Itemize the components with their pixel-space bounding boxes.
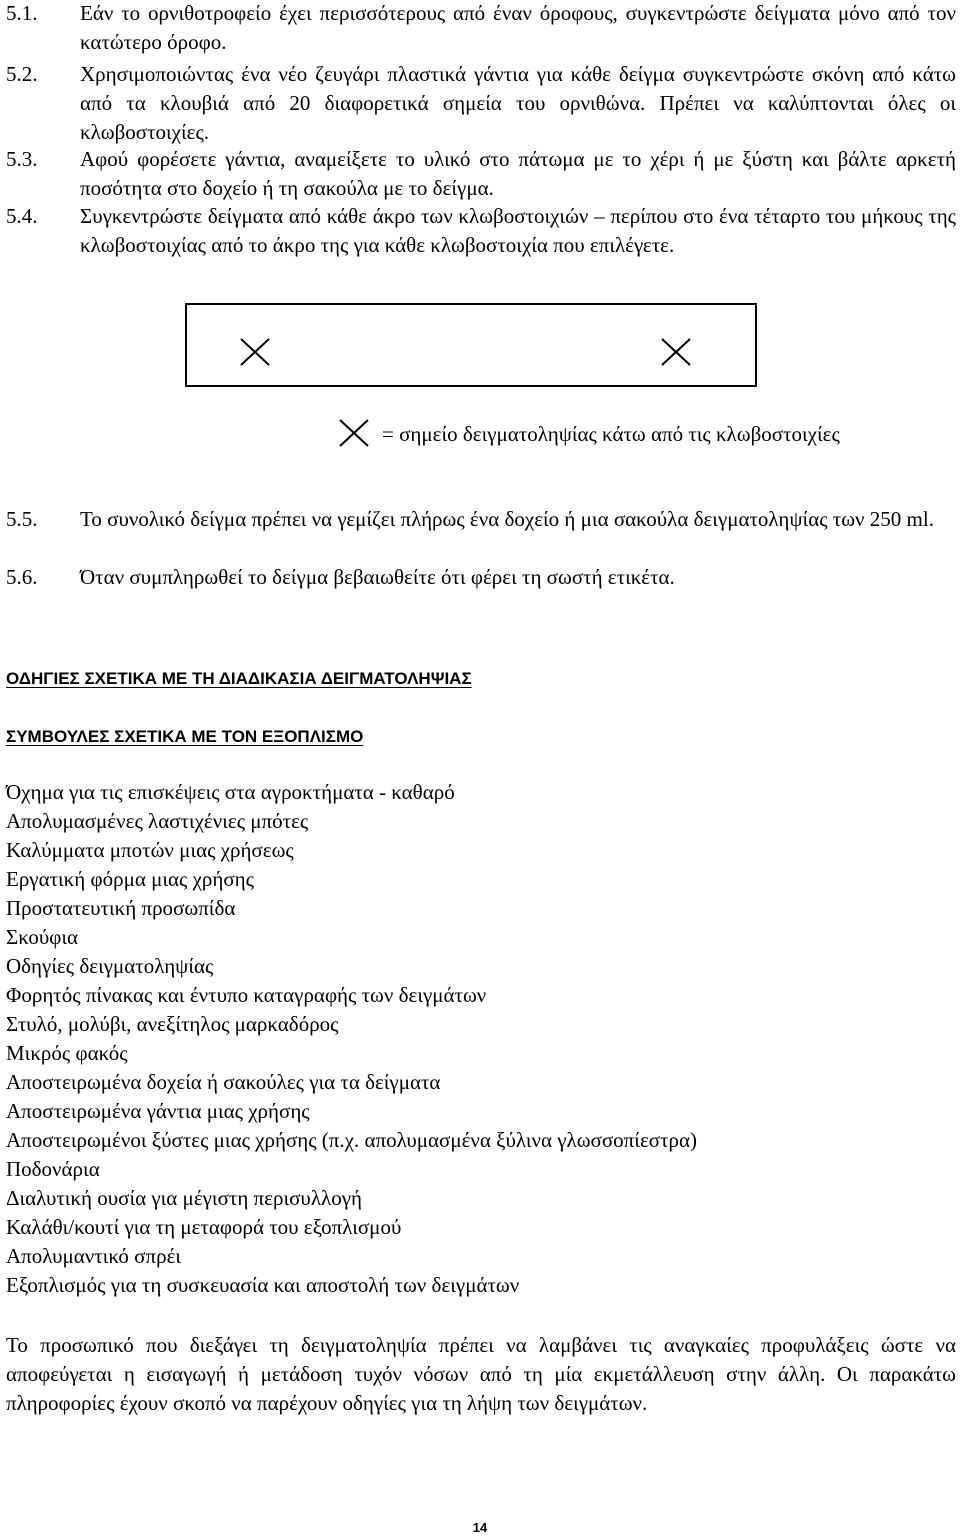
list-item: Διαλυτική ουσία για μέγιστη περισυλλογή [6,1186,362,1210]
list-item: Εξοπλισμός για τη συσκευασία και αποστολή των δειγμάτων [6,1273,520,1297]
list-item: Καλύμματα μποτών μιας χρήσεως [6,838,294,862]
list-item: Μικρός φακός [6,1041,128,1065]
list-item: Σκούφια [6,925,79,949]
poultry-house-diagram [185,303,757,387]
step-text: Εάν το ορνιθοτροφείο έχει περισσότερους από έναν όροφους, συγκεντρώστε δείγματα μόνο από τον κατώτερο όροφο. [80,1,956,54]
step-number: 5.6. [6,565,38,589]
sampling-point-icon [239,337,271,367]
list-item: Όχημα για τις επισκέψεις στα αγροκτήματα - καθαρό [6,780,455,804]
step-text: Αφού φορέσετε γάντια, αναμείξετε το υλικό στο πάτωμα με το χέρι ή με ξύστη και βάλτε αρκετή ποσότητα στο δοχείο ή τη σακούλα με το δείγμα. [80,147,956,200]
instructions-heading: ΟΔΗΓΙΕΣ ΣΧΕΤΙΚΑ ΜΕ ΤΗ ΔΙΑΔΙΚΑΣΙΑ ΔΕΙΓΜΑΤΟΛΗΨΙΑΣ [6,669,472,688]
list-item: Στυλό, μολύβι, ανεξίτηλος μαρκαδόρος [6,1012,339,1036]
list-item: Καλάθι/κουτί για τη μεταφορά του εξοπλισμού [6,1215,402,1239]
list-item: Απολυμαντικό σπρέι [6,1244,182,1268]
list-item: Οδηγίες δειγματοληψίας [6,954,214,978]
step-text: Χρησιμοποιώντας ένα νέο ζευγάρι πλαστικά γάντια για κάθε δείγμα συγκεντρώστε σκόνη από κάτω από τα κλουβιά από 20 διαφορετικά σημεία του ορνιθώνα. Πρέπει να καλύπτονται όλες οι κλωβοστοιχίες. [80,62,956,144]
list-item: Αποστειρωμένα δοχεία ή σακούλες για τα δείγματα [6,1070,441,1094]
step-text: Συγκεντρώστε δείγματα από κάθε άκρο των κλωβοστοιχιών – περίπου στο ένα τέταρτο του μήκους της κλωβοστοιχίας από το άκρο της για κάθε κλωβοστοιχία που επιλέγετε. [80,204,956,257]
list-item: Φορητός πίνακας και έντυπο καταγραφής των δειγμάτων [6,983,487,1007]
step-number: 5.2. [6,62,38,86]
list-item: Εργατική φόρμα μιας χρήσης [6,867,254,891]
step-number: 5.1. [6,1,38,25]
diagram-legend: = σημείο δειγματοληψίας κάτω από τις κλωβοστοιχίες [382,422,840,446]
equipment-heading: ΣΥΜΒΟΥΛΕΣ ΣΧΕΤΙΚΑ ΜΕ ΤΟΝ ΕΞΟΠΛΙΣΜΟ [6,727,364,746]
step-number: 5.4. [6,204,38,228]
step-number: 5.5. [6,507,38,531]
list-item: Αποστειρωμένα γάντια μιας χρήσης [6,1099,310,1123]
sampling-point-icon [660,337,692,367]
step-text: Το συνολικό δείγμα πρέπει να γεμίζει πλήρως ένα δοχείο ή μια σακούλα δειγματοληψίας των 250 ml. [80,507,934,531]
equipment-list [6,778,697,1300]
list-item: Ποδονάρια [6,1157,100,1181]
closing-paragraph: Το προσωπικό που διεξάγει τη δειγματοληψία πρέπει να λαμβάνει τις αναγκαίες προφυλάξεις ώστε να αποφεύγεται η εισαγωγή ή μετάδοση τυχόν νόσων από τη μία εκμετάλλευση στην άλλη. Οι παρακάτω πληροφορίες έχουν σκοπό να παρέχουν οδηγίες για τη λήψη των δειγμάτων. [6,1333,956,1415]
list-item: Αποστειρωμένοι ξύστες μιας χρήσης (π.χ. απολυμασμένα ξύλινα γλωσσοπίεστρα) [6,1128,697,1152]
list-item: Προστατευτική προσωπίδα [6,896,236,920]
list-item: Απολυμασμένες λαστιχένιες μπότες [6,809,309,833]
step-number: 5.3. [6,147,38,171]
legend-sampling-point-icon [338,418,370,448]
page-number: 14 [472,1520,488,1535]
step-text: Όταν συμπληρωθεί το δείγμα βεβαιωθείτε ότι φέρει τη σωστή ετικέτα. [80,565,675,589]
